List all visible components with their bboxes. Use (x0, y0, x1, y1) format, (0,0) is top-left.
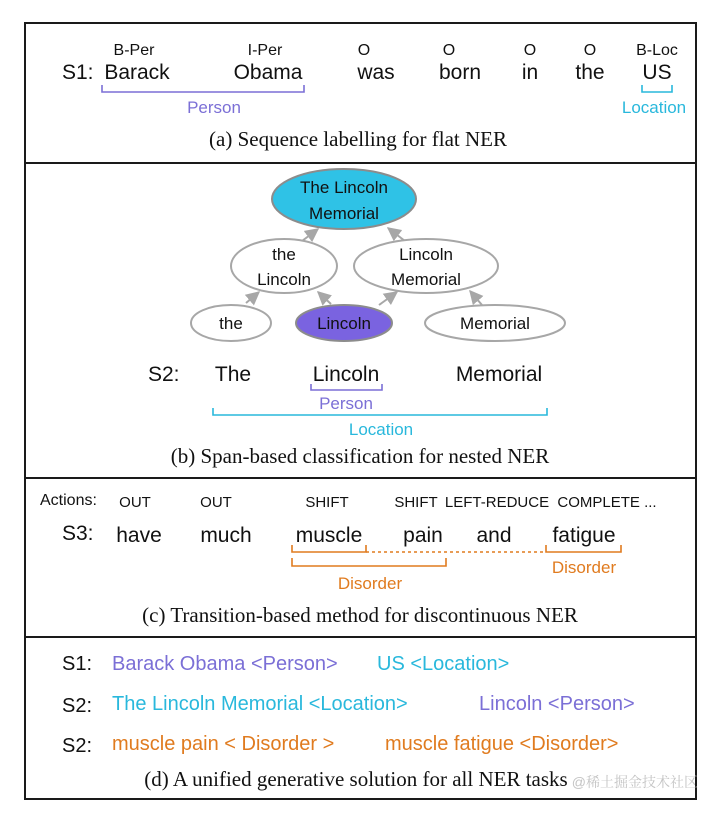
watermark: @稀土掘金技术社区 (571, 774, 698, 790)
node-top-line-1: The Lincoln (300, 178, 388, 197)
node-the-lincoln-line-1: the (272, 245, 296, 264)
row2-part1: The Lincoln Memorial <Location> (112, 693, 408, 715)
disorder-label-2: Disorder (551, 558, 617, 577)
token-have: have (116, 524, 162, 547)
token-in: in (521, 61, 539, 84)
token-much: much (200, 524, 252, 547)
token-the-b: The (214, 363, 252, 386)
bracket-muscle-pain (292, 558, 446, 566)
tag-obama: I-Per (247, 42, 283, 59)
token-memorial-b: Memorial (455, 363, 543, 386)
action-3: SHIFT (305, 494, 349, 511)
edge-the-lincoln-to-top (302, 229, 318, 241)
node-the-lincoln-line-2: Lincoln (257, 270, 311, 289)
panel-b (148, 169, 565, 468)
caption-b: (b) Span-based classification for nested NER (170, 444, 550, 468)
row1-label: S1: (62, 653, 93, 675)
panel-c (40, 492, 657, 627)
edge-the-to-the-lincoln (246, 292, 259, 303)
node-top-line-2: Memorial (309, 204, 379, 223)
node-memorial-label: Memorial (460, 314, 530, 333)
token-was: was (357, 61, 395, 84)
edge-lincoln-to-lincoln-memorial (379, 292, 397, 305)
location-span-label-b: Location (348, 420, 414, 439)
row3-part2: muscle fatigue <Disorder> (385, 733, 619, 755)
node-lincoln-label: Lincoln (317, 314, 371, 333)
tag-born: O (442, 42, 456, 59)
panel-c-sentence-label: S3: (62, 522, 94, 545)
token-the: the (575, 61, 605, 84)
token-lincoln-b: Lincoln (312, 363, 380, 386)
row3-label: S2: (62, 735, 93, 757)
edge-lincoln-memorial-to-top (388, 228, 405, 241)
token-pain: pain (403, 524, 443, 547)
row3-part1: muscle pain < Disorder > (112, 733, 335, 755)
action-1: OUT (119, 494, 151, 511)
token-muscle: muscle (295, 524, 363, 547)
location-span-bracket-b (213, 408, 547, 415)
node-lincoln-memorial-line-2: Memorial (391, 270, 461, 289)
node-lincoln-memorial-line-1: Lincoln (399, 245, 453, 264)
edge-lincoln-to-the-lincoln (318, 292, 331, 304)
row2-label: S2: (62, 695, 93, 717)
person-span-label-b: Person (319, 394, 373, 413)
token-barack: Barack (104, 61, 170, 84)
person-span-label: Person (187, 98, 241, 117)
person-span-bracket (102, 85, 304, 92)
panel-a-sentence-label: S1: (62, 61, 94, 84)
node-the-label: the (219, 314, 243, 333)
token-obama: Obama (233, 61, 303, 84)
panel-b-sentence-label: S2: (148, 363, 180, 386)
tag-barack: B-Per (113, 42, 155, 59)
action-6: COMPLETE ... (557, 494, 657, 511)
location-span-label: Location (621, 98, 687, 117)
tag-us: B-Loc (636, 42, 678, 59)
row1-part2: US <Location> (377, 653, 510, 675)
action-2: OUT (200, 494, 232, 511)
token-us: US (642, 61, 672, 84)
row1-part1: Barack Obama <Person> (112, 653, 338, 675)
panel-d (62, 653, 635, 791)
disorder-label-1: Disorder (337, 574, 403, 593)
caption-d: (d) A unified generative solution for all NER tasks (144, 767, 568, 791)
token-and: and (476, 524, 512, 547)
tag-was: O (357, 42, 371, 59)
tag-the: O (583, 42, 597, 59)
token-fatigue: fatigue (552, 524, 616, 547)
action-5: LEFT-REDUCE (444, 494, 550, 511)
panel-a (62, 42, 686, 151)
location-span-bracket (642, 85, 672, 92)
row2-part2: Lincoln <Person> (479, 693, 635, 715)
caption-a: (a) Sequence labelling for flat NER (209, 127, 507, 151)
edge-memorial-to-lincoln-memorial (470, 291, 482, 305)
action-4: SHIFT (394, 494, 438, 511)
actions-label: Actions: (40, 492, 97, 509)
caption-c: (c) Transition-based method for discontinuous NER (142, 603, 578, 627)
token-born: born (438, 61, 482, 84)
tag-in: O (523, 42, 537, 59)
